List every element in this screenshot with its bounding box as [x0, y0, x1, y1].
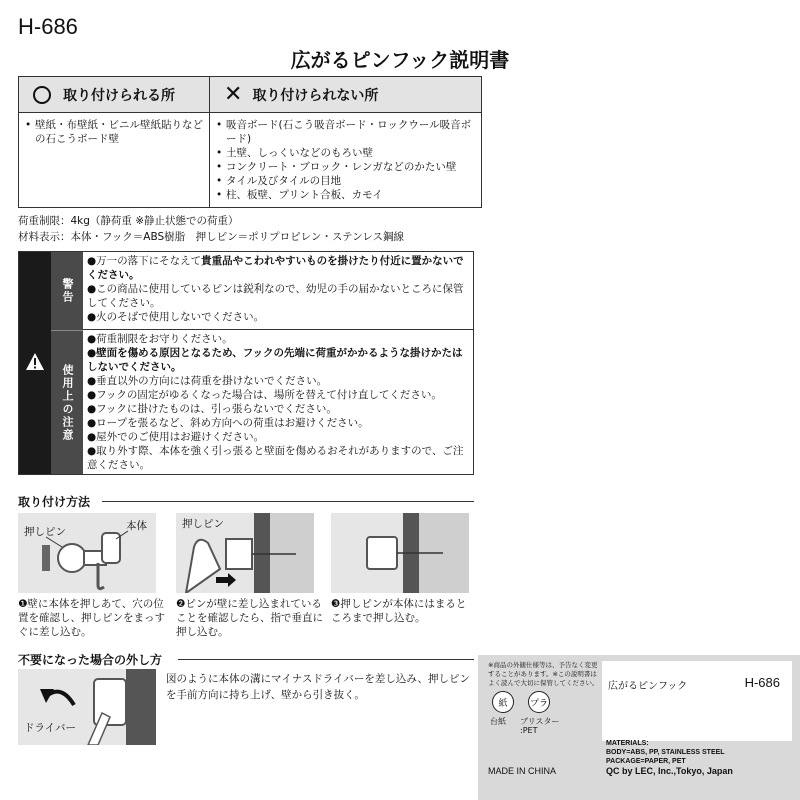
page-title: 広がるピンフック説明書: [290, 48, 510, 72]
removal-text: 図のように本体の溝にマイナスドライバーを差し込み、押しピンを手前方向に持ち上げ、壁から引き抜く。: [166, 673, 470, 701]
cross-icon: ✕: [224, 81, 243, 107]
warning-item: ●この商品に使用しているピンは鋭利なので、幼児の手の届かないところに保管してください。: [87, 283, 464, 309]
caution-item: ●フックに掛けたものは、引っ張らないでください。: [87, 403, 337, 415]
step1-figure: [18, 513, 156, 593]
circle-icon: [33, 86, 51, 104]
caution-item: ●荷重制限をお守りください。: [87, 333, 233, 345]
warning-box: [18, 251, 474, 475]
body-label: 本体: [126, 520, 147, 532]
ok-title: 取り付けられる所: [63, 87, 175, 104]
ng-item: • 土壁、しっくいなどのもろい壁: [216, 146, 475, 160]
ng-item: • コンクリート・ブロック・レンガなどのかたい壁: [216, 160, 475, 174]
step2-caption: ❷ピンが壁に差し込まれていることを確認したら、指で垂直に押し込む。: [176, 598, 323, 638]
caution-label: 使用上の注意: [51, 330, 83, 474]
mount-places-table: [18, 76, 482, 208]
caution-list: [83, 330, 473, 475]
warning-list: [83, 252, 473, 330]
product-label: [602, 661, 792, 741]
product-code: H-686: [18, 14, 78, 39]
removal-heading: 不要になった場合の外し方: [18, 653, 163, 667]
paper-recycle-icon: 紙: [492, 691, 514, 713]
pin-label: 押しピン: [24, 526, 66, 538]
divider: [178, 659, 474, 660]
materials: MATERIALS: BODY=ABS, PP, STAINLESS STEEL PACKAGE=PAPER, PET: [606, 740, 725, 765]
load-limit: 荷重制限：4kg（静荷重 ※静止状態での荷重）: [18, 215, 239, 227]
step1-caption: ❶壁に本体を押しあて、穴の位置を確認し、押しピンをまっすぐに差し込む。: [18, 598, 165, 638]
pushed-pin-illustration: [331, 513, 469, 593]
step2-figure: [176, 513, 314, 593]
ok-item: • 壁紙・布壁紙・ビニル壁紙貼りなどの石こうボード壁: [25, 118, 203, 146]
ng-item: • タイル及びタイルの目地: [216, 174, 475, 188]
warning-label: 警告: [51, 252, 83, 330]
step3-caption: ❸押しピンが本体にはまるところまで押し込む。: [331, 598, 467, 624]
divider: [102, 501, 474, 502]
ng-list: [209, 113, 481, 207]
caution-item: ●屋外でのご使用はお避けください。: [87, 431, 265, 443]
ok-list: [19, 113, 209, 207]
caution-item: ●垂直以外の方向には荷重を掛けないでください。: [87, 375, 328, 387]
product-code-label: H-686: [744, 675, 780, 690]
package-note: ※商品の外観仕様等は、予告なく変更することがあります。※この説明書はよく読んで大切に保管してください。: [488, 661, 599, 687]
product-name: 広がるピンフック: [608, 681, 688, 692]
ng-header: [209, 77, 481, 113]
warning-item: ●万一の落下にそなえて貴重品やこわれやすいものを掛けたり付近に置かないでください。: [87, 255, 464, 281]
ng-title: 取り付けられない所: [252, 87, 379, 104]
warning-sidebar: [19, 252, 51, 474]
plastic-label: ブリスター :PET: [520, 717, 560, 735]
removal-figure: [18, 669, 156, 745]
material-spec: 材料表示：本体・フック＝ABS樹脂 押しピン＝ポリプロピレン・ステンレス鋼線: [18, 231, 405, 243]
paper-label: 台紙: [490, 717, 506, 726]
step3-figure: [331, 513, 469, 593]
company: QC by LEC, Inc.,Tokyo, Japan: [606, 766, 733, 776]
ng-item: • 柱、板壁、プリント合板、カモイ: [216, 188, 475, 202]
made-in: MADE IN CHINA: [488, 766, 557, 776]
caution-item: ●取り外す際、本体を強く引っ張ると壁面を傷めるおそれがありますので、ご注意ください。: [87, 445, 464, 471]
pin-label: 押しピン: [182, 518, 224, 530]
ok-header: [19, 77, 209, 113]
warning-triangle-icon: [25, 352, 45, 372]
caution-item: ●フックの固定がゆるくなった場合は、場所を替えて付け直してください。: [87, 389, 442, 401]
plastic-recycle-icon: プラ: [528, 691, 550, 713]
ng-item: • 吸音ボード(石こう吸音ボード・ロックウール吸音ボード): [216, 118, 475, 146]
caution-item: ●ロープを張るなど、斜め方向への荷重はお避けください。: [87, 417, 369, 429]
caution-item: ●壁面を傷める原因となるため、フックの先端に荷重がかかるような掛けかたはしないでください。: [87, 347, 463, 373]
warning-item: ●火のそばで使用しないでください。: [87, 311, 265, 323]
package-panel: [478, 655, 800, 800]
driver-label: ドライバー: [24, 722, 76, 734]
install-heading: 取り付け方法: [18, 495, 91, 509]
